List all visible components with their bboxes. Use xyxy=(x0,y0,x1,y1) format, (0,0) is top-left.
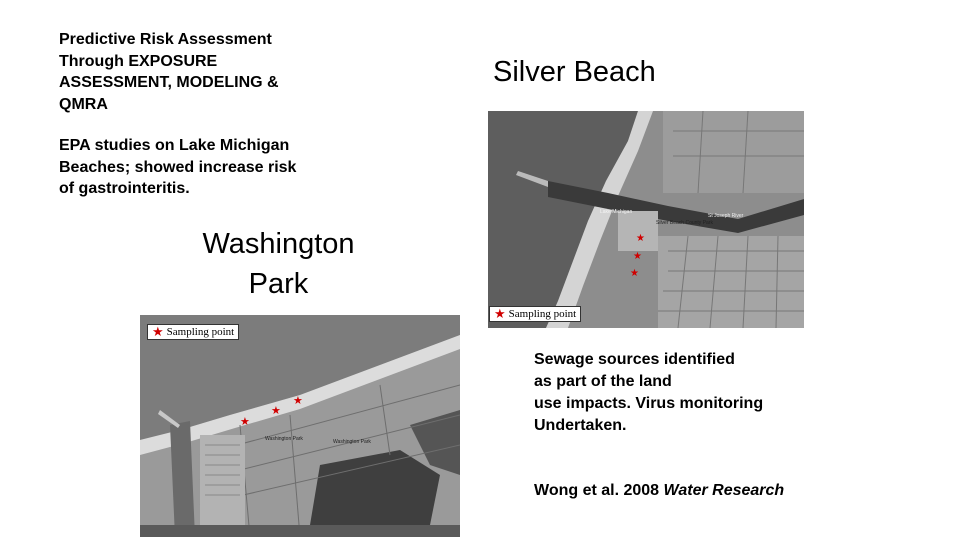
sampling-point-icon: ★ xyxy=(152,324,164,339)
sampling-point-icon: ★ xyxy=(633,251,642,262)
map-label-st-joseph-river: St Joseph River xyxy=(708,213,744,219)
sampling-point-icon: ★ xyxy=(494,306,506,321)
washington-park-legend xyxy=(147,324,239,340)
map-label-washington-park: Washington Park xyxy=(333,439,371,445)
sewage-line: Undertaken. xyxy=(534,417,627,434)
washington-park-line: Washington xyxy=(202,228,355,260)
legend-label: Sampling point xyxy=(508,308,577,320)
citation-authors: Wong et al. 2008 xyxy=(534,482,664,499)
map-label-lake-michigan: Lake Michigan xyxy=(600,209,633,215)
sewage-line: use impacts. Virus monitoring xyxy=(534,395,764,412)
citation-journal: Water Research xyxy=(663,482,785,499)
map-label-washington-park: Washington Park xyxy=(265,436,303,442)
sampling-point-icon: ★ xyxy=(240,416,250,428)
sewage-line: as part of the land xyxy=(534,373,672,390)
washington-park-map xyxy=(140,315,460,537)
map-label-silver-beach-park: Silver Beach County Park xyxy=(656,220,713,226)
sampling-point-icon: ★ xyxy=(636,233,645,244)
title-line: ASSESSMENT, MODELING & xyxy=(59,74,279,91)
silver-beach-legend xyxy=(489,306,581,322)
legend-label: Sampling point xyxy=(166,326,235,338)
sampling-point-icon: ★ xyxy=(293,395,303,407)
washington-park-heading xyxy=(176,224,381,304)
washington-park-aerial-image xyxy=(140,315,460,537)
citation xyxy=(534,480,784,502)
sampling-point-icon: ★ xyxy=(271,405,281,417)
epa-line: EPA studies on Lake Michigan xyxy=(59,137,290,154)
sewage-sources-text xyxy=(534,349,834,437)
sampling-point-icon: ★ xyxy=(630,268,639,279)
sewage-line: Sewage sources identified xyxy=(534,351,735,368)
epa-studies-text xyxy=(59,135,349,200)
silver-beach-aerial-image xyxy=(488,111,804,328)
title-line: Through EXPOSURE xyxy=(59,52,218,70)
silver-beach-heading: Silver Beach xyxy=(493,56,656,88)
silver-beach-map xyxy=(488,111,804,328)
epa-line: Beaches; showed increase risk xyxy=(59,158,297,176)
title-line: QMRA xyxy=(59,95,108,113)
washington-park-line: Park xyxy=(248,268,309,300)
epa-line: of gastrointeritis. xyxy=(59,180,190,197)
title-line: Predictive Risk Assessment xyxy=(59,31,272,48)
slide-title xyxy=(59,29,339,115)
